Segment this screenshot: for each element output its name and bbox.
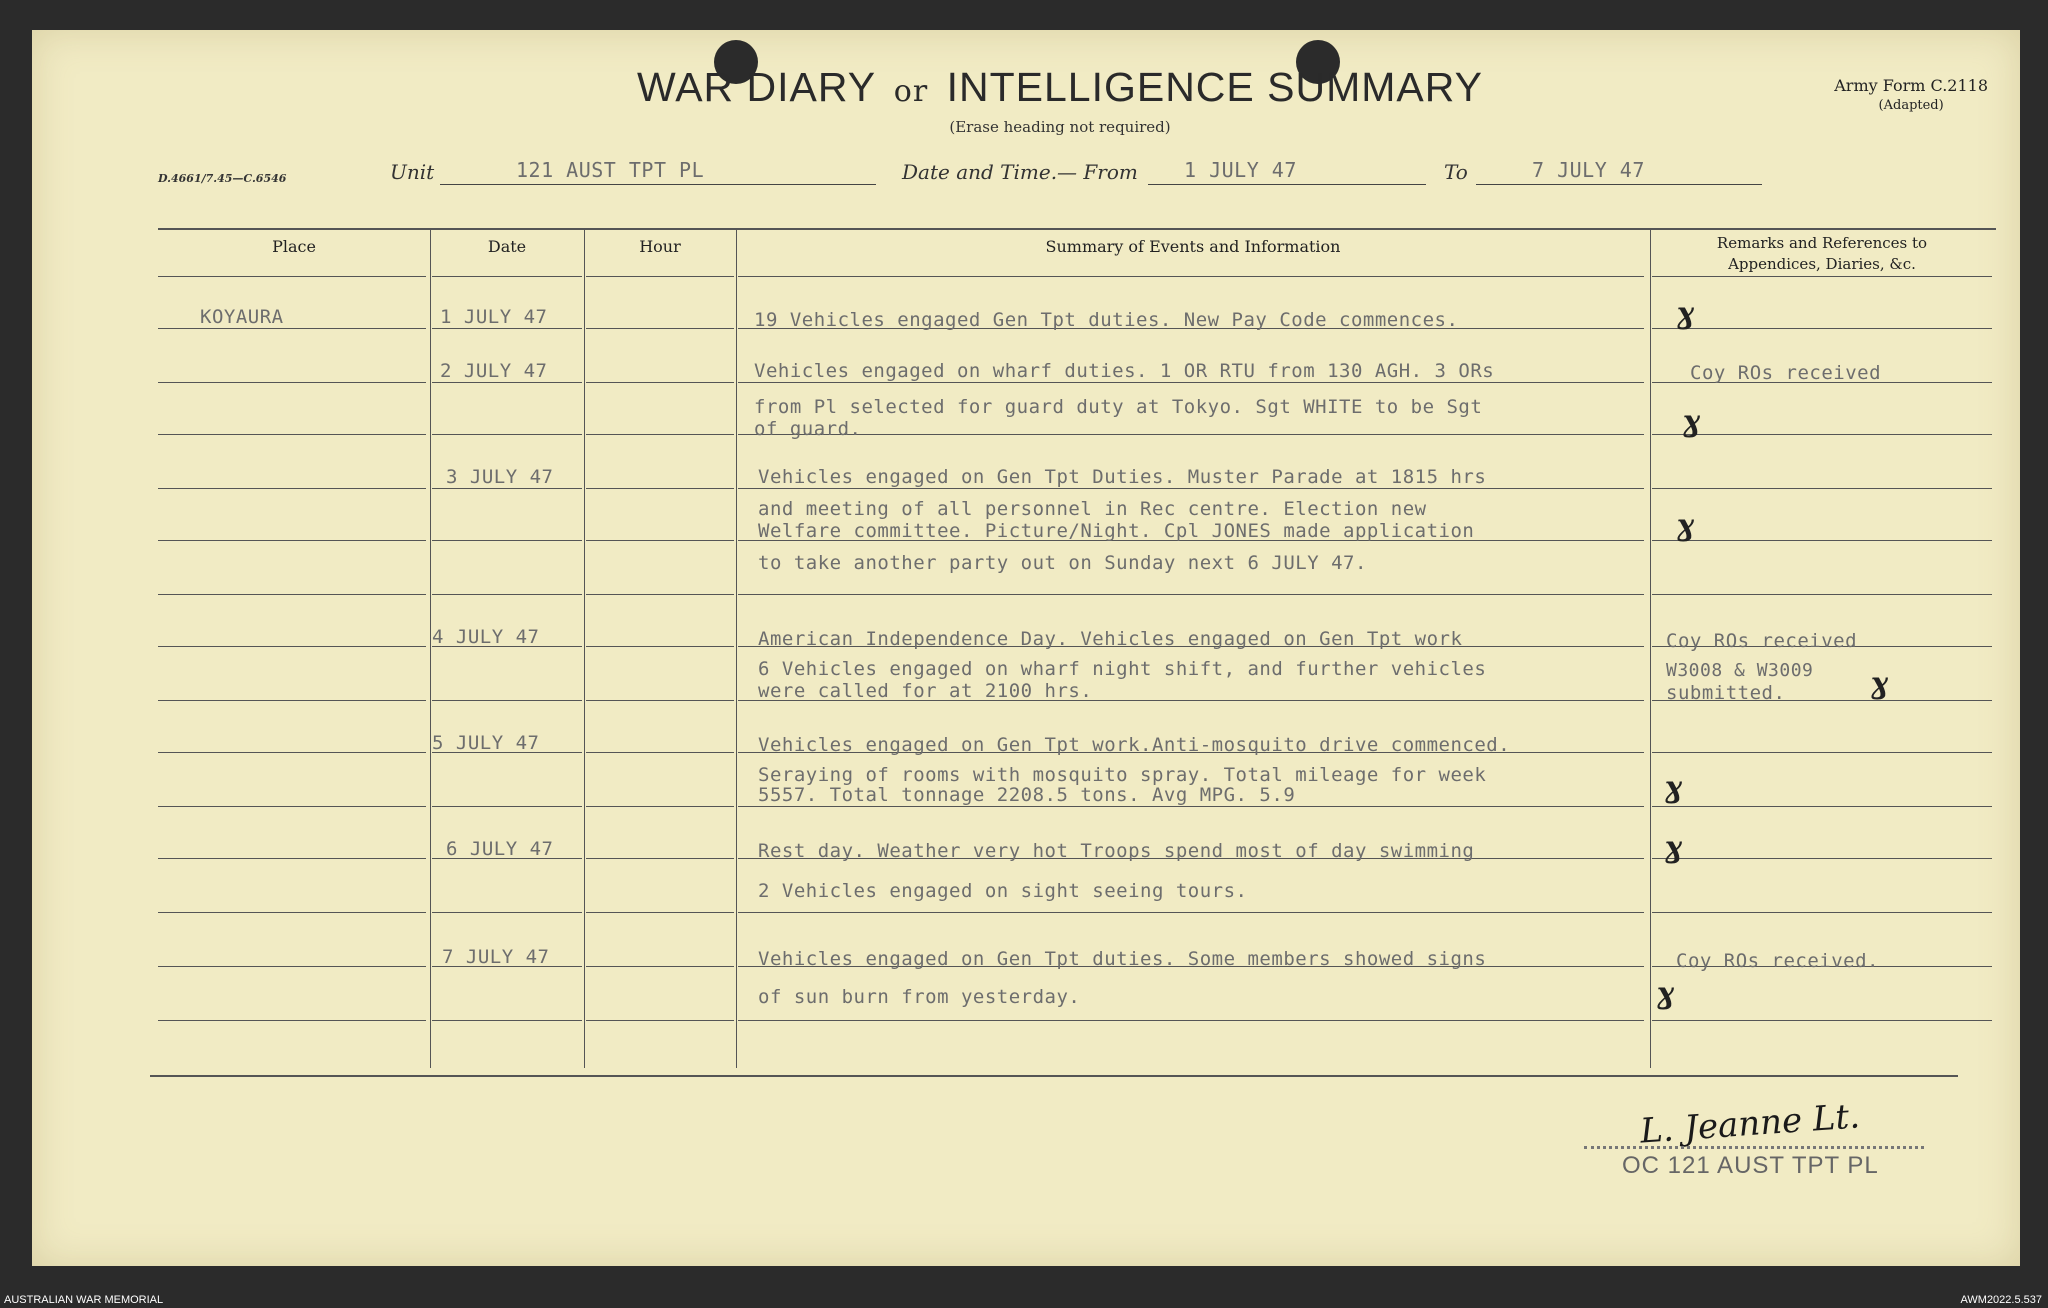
column-header-remarks <box>1652 233 1992 275</box>
column-divider <box>584 230 585 1068</box>
ruled-line <box>1652 488 1992 489</box>
entry-text-line: and meeting of all personnel in Rec centre. Election new <box>758 498 1427 520</box>
army-form-adapted: (Adapted) <box>1878 98 1944 113</box>
unit-value: 121 AUST TPT PL <box>516 158 705 182</box>
ruled-line <box>586 858 734 859</box>
ruled-line <box>432 434 582 435</box>
ruled-line <box>586 912 734 913</box>
ruled-line <box>432 540 582 541</box>
ruled-line <box>586 276 734 277</box>
entry-remark: submitted. <box>1666 682 1786 704</box>
entry-remark: W3008 & W3009 <box>1666 660 1814 681</box>
date-to-value: 7 JULY 47 <box>1532 158 1645 182</box>
entry-date: 7 JULY 47 <box>442 946 550 968</box>
ruled-line <box>432 276 582 277</box>
ruled-line <box>586 594 734 595</box>
entry-text-line: 5557. Total tonnage 2208.5 tons. Avg MPG. 5.9 <box>758 784 1296 806</box>
entry-date: 4 JULY 47 <box>432 626 540 648</box>
ruled-line <box>432 806 582 807</box>
entry-date: 6 JULY 47 <box>446 838 554 860</box>
entry-remark: Coy ROs received <box>1690 362 1882 384</box>
ruled-line <box>586 806 734 807</box>
ruled-line <box>158 806 426 807</box>
ruled-line <box>1652 540 1992 541</box>
ruled-line <box>1652 594 1992 595</box>
ruled-line <box>158 594 426 595</box>
initial-mark: ɣ <box>1676 508 1695 543</box>
entry-text-line: of sun burn from yesterday. <box>758 986 1081 1008</box>
army-form-number: Army Form C.2118 <box>1834 76 1988 95</box>
column-divider <box>430 230 431 1068</box>
ruled-line <box>586 700 734 701</box>
signature-stamp: OC 121 AUST TPT PL <box>1622 1152 1879 1179</box>
ruled-line <box>432 594 582 595</box>
ruled-line <box>158 752 426 753</box>
ruled-line <box>432 488 582 489</box>
ruled-line <box>738 806 1644 807</box>
entry-text-line: 6 Vehicles engaged on wharf night shift, and further vehicles <box>758 658 1487 680</box>
date-from-label: Date and Time.— From <box>902 160 1138 184</box>
ruled-line <box>158 700 426 701</box>
entry-date: 5 JULY 47 <box>432 732 540 754</box>
date-to-label: To <box>1444 160 1468 184</box>
entry-text-line: from Pl selected for guard duty at Tokyo. Sgt WHITE to be Sgt <box>754 396 1483 418</box>
place-value: KOYAURA <box>200 306 284 328</box>
entry-text-line: Vehicles engaged on Gen Tpt duties. Some members showed signs <box>758 948 1487 970</box>
ruled-line <box>1652 1020 1992 1021</box>
ruled-line <box>1652 806 1992 807</box>
ruled-line <box>158 858 426 859</box>
entry-text-line: Seraying of rooms with mosquito spray. Total mileage for week <box>758 764 1487 786</box>
ruled-line <box>738 276 1644 277</box>
entry-text-line: American Independence Day. Vehicles engaged on Gen Tpt work <box>758 628 1463 650</box>
ruled-line <box>586 434 734 435</box>
ruled-line <box>586 966 734 967</box>
ruled-line <box>1652 752 1992 753</box>
ruled-line <box>158 540 426 541</box>
column-header-hour: Hour <box>639 237 681 256</box>
unit-underline <box>440 184 876 185</box>
title-intelligence-summary: INTELLIGENCE SUMMARY <box>946 64 1483 110</box>
army-form-id <box>1834 76 1988 116</box>
ruled-line <box>158 646 426 647</box>
column-header-place: Place <box>272 237 316 256</box>
ruled-line <box>158 912 426 913</box>
entry-text-line: of guard. <box>754 418 862 440</box>
ruled-line <box>432 700 582 701</box>
entry-text-line: 2 Vehicles engaged on sight seeing tours. <box>758 880 1248 902</box>
footer-reference: AWM2022.5.537 <box>1960 1294 2042 1306</box>
remarks-header-line: Appendices, Diaries, &c. <box>1728 255 1916 273</box>
table-bottom-rule <box>150 1075 1958 1077</box>
entry-text-line: to take another party out on Sunday next 6 JULY 47. <box>758 552 1367 574</box>
initial-mark: ɣ <box>1676 296 1695 331</box>
ruled-line <box>432 912 582 913</box>
initial-mark: ɣ <box>1682 404 1701 439</box>
column-header-summary: Summary of Events and Information <box>1045 237 1341 256</box>
unit-label: Unit <box>390 160 435 184</box>
initial-mark: ɣ <box>1664 770 1683 805</box>
ruled-line <box>158 1020 426 1021</box>
ruled-line <box>586 488 734 489</box>
ruled-line <box>738 912 1644 913</box>
entry-text-line: Vehicles engaged on wharf duties. 1 OR RTU from 130 AGH. 3 ORs <box>754 360 1495 382</box>
table-top-rule <box>158 228 1996 230</box>
ruled-line <box>586 1020 734 1021</box>
entry-text-line: were called for at 2100 hrs. <box>758 680 1093 702</box>
entry-text-line: Vehicles engaged on Gen Tpt Duties. Muster Parade at 1815 hrs <box>758 466 1487 488</box>
footer-archive: AUSTRALIAN WAR MEMORIAL <box>4 1294 164 1306</box>
signature-line <box>1584 1146 1924 1149</box>
ruled-line <box>1652 434 1992 435</box>
entry-remark: Coy ROs received. <box>1676 950 1879 972</box>
ruled-line <box>158 328 426 329</box>
ruled-line <box>1652 912 1992 913</box>
ruled-line <box>586 646 734 647</box>
entry-date: 3 JULY 47 <box>446 466 554 488</box>
column-divider <box>1650 230 1651 1068</box>
ruled-line <box>586 752 734 753</box>
entry-text-line: Welfare committee. Picture/Night. Cpl JONES made application <box>758 520 1475 542</box>
handwritten-signature: L. Jeanne Lt. <box>1638 1096 1862 1152</box>
ruled-line <box>158 966 426 967</box>
ruled-line <box>738 434 1644 435</box>
remarks-header-line: Remarks and References to <box>1716 234 1928 252</box>
ruled-line <box>158 382 426 383</box>
ruled-line <box>586 328 734 329</box>
page-title <box>610 64 1510 111</box>
ruled-line <box>158 276 426 277</box>
date-from-value: 1 JULY 47 <box>1184 158 1297 182</box>
date-to-underline <box>1476 184 1762 185</box>
entry-date: 2 JULY 47 <box>440 360 548 382</box>
entry-text-line: 19 Vehicles engaged Gen Tpt duties. New Pay Code commences. <box>754 309 1459 331</box>
initial-mark: ɣ <box>1870 666 1889 701</box>
title-or: or <box>893 74 929 109</box>
ruled-line <box>1652 858 1992 859</box>
ruled-line <box>738 382 1644 383</box>
date-from-underline <box>1148 184 1426 185</box>
form-code: D.4661/7.45—C.6546 <box>158 172 287 185</box>
entry-text-line: Vehicles engaged on Gen Tpt work.Anti-mosquito drive commenced. <box>758 734 1511 756</box>
page-subtitle: (Erase heading not required) <box>949 118 1171 136</box>
column-divider <box>736 230 737 1068</box>
ruled-line <box>738 1020 1644 1021</box>
initial-mark: ɣ <box>1656 976 1675 1011</box>
column-header-date: Date <box>487 237 527 256</box>
ruled-line <box>586 382 734 383</box>
ruled-line <box>738 594 1644 595</box>
ruled-line <box>432 382 582 383</box>
ruled-line <box>586 540 734 541</box>
ruled-line <box>1652 328 1992 329</box>
ruled-line <box>1652 276 1992 277</box>
entry-date: 1 JULY 47 <box>440 306 548 328</box>
ruled-line <box>432 1020 582 1021</box>
initial-mark: ɣ <box>1664 830 1683 865</box>
ruled-line <box>738 488 1644 489</box>
ruled-line <box>158 488 426 489</box>
entry-remark: Coy ROs received <box>1666 630 1858 652</box>
ruled-line <box>432 328 582 329</box>
entry-text-line: Rest day. Weather very hot Troops spend most of day swimming <box>758 840 1475 862</box>
title-war-diary: WAR DIARY <box>637 64 876 110</box>
ruled-line <box>158 434 426 435</box>
